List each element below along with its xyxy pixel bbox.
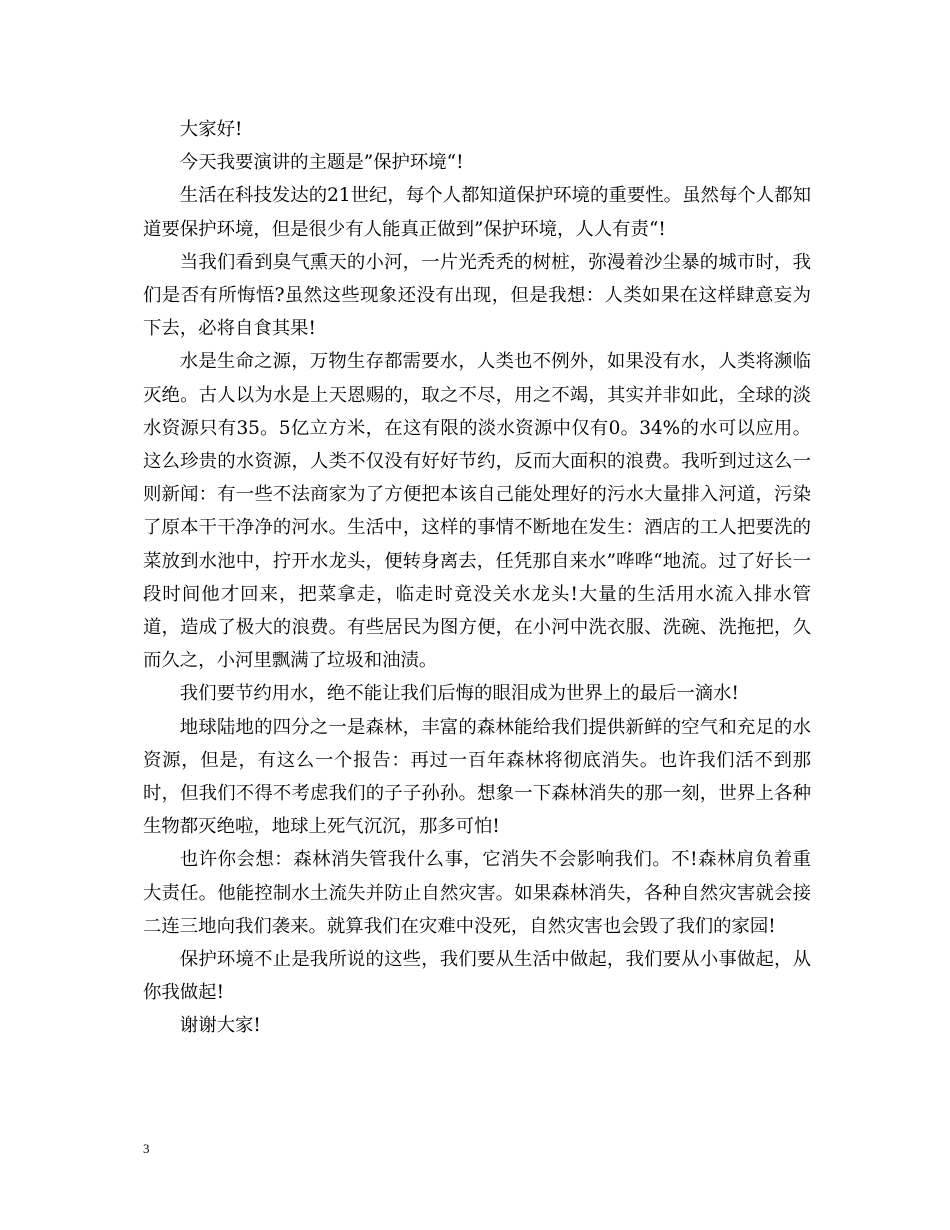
paragraph-conclusion: 保护环境不止是我所说的这些，我们要从生活中做起，我们要从小事做起，从你我做起! (143, 949, 811, 1004)
paragraph-forest: 地球陆地的四分之一是森林，丰富的森林能给我们提供新鲜的空气和充足的水资源，但是，有这么一个报告：再过一百年森林将彻底消失。也许我们活不到那时，但我们不得不考虑我们的子子孙孙。想象一下森林消失的那一刻，世界上各种生物都灭绝啦，地球上死气沉沉，那多可怕! (143, 716, 811, 838)
paragraph-forest-responsibility: 也许你会想：森林消失管我什么事，它消失不会影响我们。不!森林肩负着重大责任。他能控制水土流失并防止自然灾害。如果森林消失，各种自然灾害就会接二连三地向我们袭来。就算我们在灾难中没死，自然灾害也会毁了我们的家园! (143, 849, 811, 937)
paragraph-topic: 今天我要演讲的主题是”保护环境“! (179, 152, 464, 174)
paragraph-reflection: 当我们看到臭气熏天的小河，一片光秃秃的树桩，弥漫着沙尘暴的城市时，我们是否有所悔悟?虽然这些现象还没有出现，但是我想：人类如果在这样肆意妄为下去，必将自食其果! (143, 251, 811, 340)
speech-body (143, 113, 811, 1043)
paragraph-greeting: 大家好! (179, 119, 243, 140)
paragraph-save-water: 我们要节约用水，绝不能让我们后悔的眼泪成为世界上的最后一滴水! (179, 683, 739, 705)
paragraph-thanks: 谢谢大家! (179, 1015, 261, 1037)
paragraph-water: 水是生命之源，万物生存都需要水，人类也不例外，如果没有水，人类将濒临灭绝。古人以为水是上天恩赐的，取之不尽，用之不竭，其实并非如此，全球的淡水资源只有35。5亿立方米，在这有限的淡水资源中仅有0。34%的水可以应用。这么珍贵的水资源，人类不仅没有好好节约，反而大面积的浪费。我听到过这么一则新闻：有一些不法商家为了方便把本该自己能处理好的污水大量排入河道，污染了原本干干净净的河水。生活中，这样的事情不断地在发生：酒店的工人把要洗的菜放到水池中，拧开水龙头，便转身离去，任凭那自来水”哗哗“地流。过了好长一段时间他才回来，把菜拿走，临走时竟没关水龙头!大量的生活用水流入排水管道，造成了极大的浪费。有些居民为图方便，在小河中洗衣服、洗碗、洗拖把，久而久之，小河里飘满了垃圾和油渍。 (143, 351, 811, 672)
page-number: 3 (143, 1141, 150, 1156)
paragraph-importance: 生活在科技发达的21世纪，每个人都知道保护环境的重要性。虽然每个人都知道要保护环境，但是很少有人能真正做到”保护环境，人人有责“! (143, 185, 811, 240)
